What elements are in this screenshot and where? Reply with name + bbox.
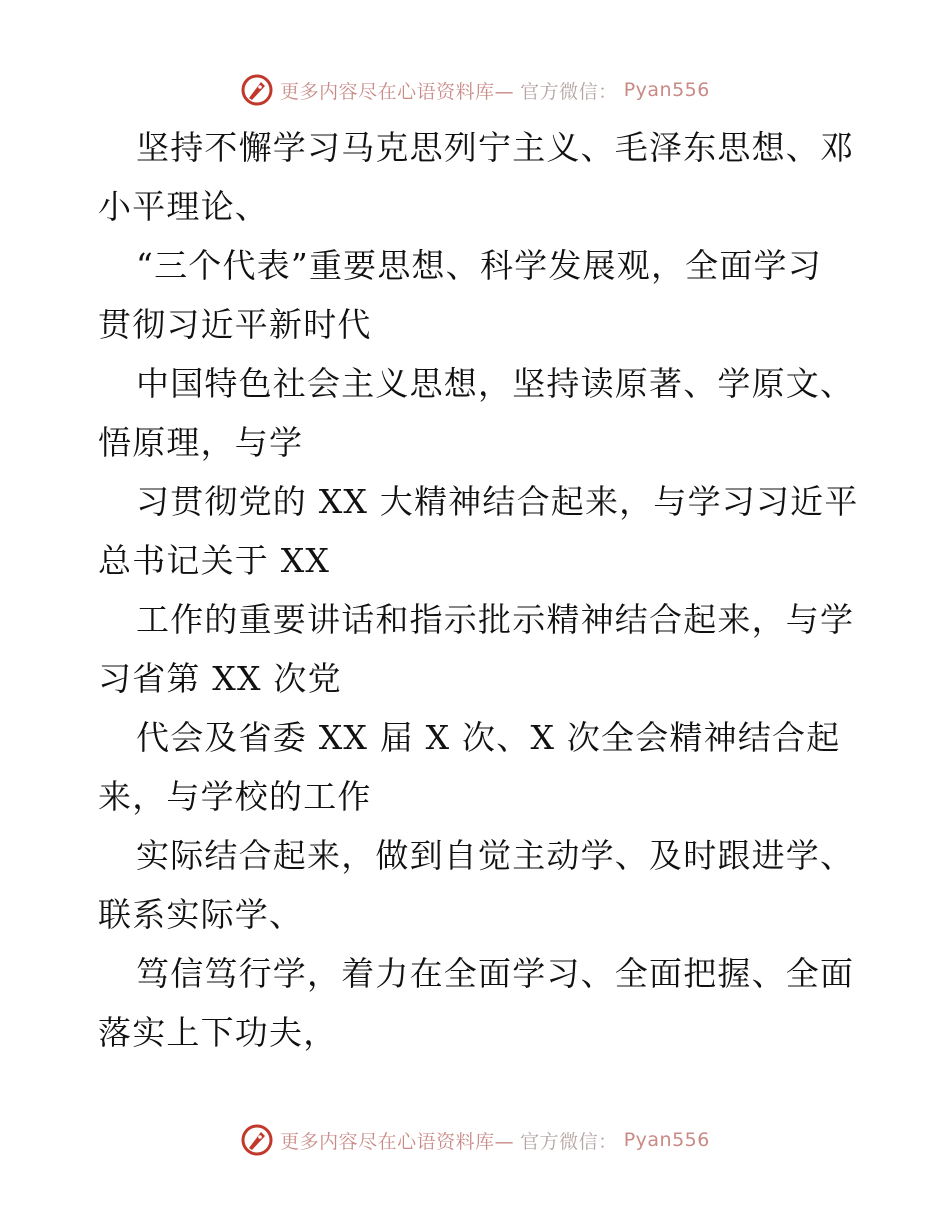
paragraph-line: 联系实际学、 (98, 895, 304, 934)
watermark-wechat-label: 官方微信： (520, 1130, 618, 1153)
paragraph-line: 悟原理，与学 (98, 423, 304, 462)
paragraph-line: 工作的重要讲话和指示批示精神结合起来，与学 (136, 600, 855, 639)
paragraph-line: “三个代表”重要思想、科学发展观，全面学习 (136, 246, 822, 285)
pen-nib-logo-icon (240, 73, 274, 107)
paragraph-line: 总书记关于 XX (98, 541, 331, 580)
paragraph-line: 落实上下功夫， (98, 1013, 338, 1052)
paragraph-line: 小平理论、 (98, 187, 269, 226)
paragraph-line: 习省第 XX 次党 (98, 659, 342, 698)
footer-watermark (0, 1120, 950, 1160)
watermark-text: 更多内容尽在心语资料库— (280, 1130, 515, 1153)
paragraph-line: 贯彻习近平新时代 (98, 305, 372, 344)
paragraph-line: 来，与学校的工作 (98, 777, 372, 816)
paragraph-line: 中国特色社会主义思想，坚持读原著、学原文、 (136, 364, 855, 403)
paragraph-line: 笃信笃行学，着力在全面学习、全面把握、全面 (136, 954, 855, 993)
paragraph-line: 代会及省委 XX 届 X 次、X 次全会精神结合起 (136, 718, 841, 757)
watermark-wechat-id: Pyan556 (623, 79, 710, 101)
watermark-text: 更多内容尽在心语资料库— (280, 80, 515, 103)
document-body (98, 118, 858, 1062)
header-watermark (0, 70, 950, 110)
watermark-wechat-id: Pyan556 (623, 1129, 710, 1151)
paragraph-line: 习贯彻党的 XX 大精神结合起来，与学习习近平 (136, 482, 859, 521)
paragraph-line: 实际结合起来，做到自觉主动学、及时跟进学、 (136, 836, 855, 875)
paragraph-line: 坚持不懈学习马克思列宁主义、毛泽东思想、邓 (136, 128, 855, 167)
pen-nib-logo-icon (240, 1123, 274, 1157)
watermark-wechat-label: 官方微信： (520, 80, 618, 103)
